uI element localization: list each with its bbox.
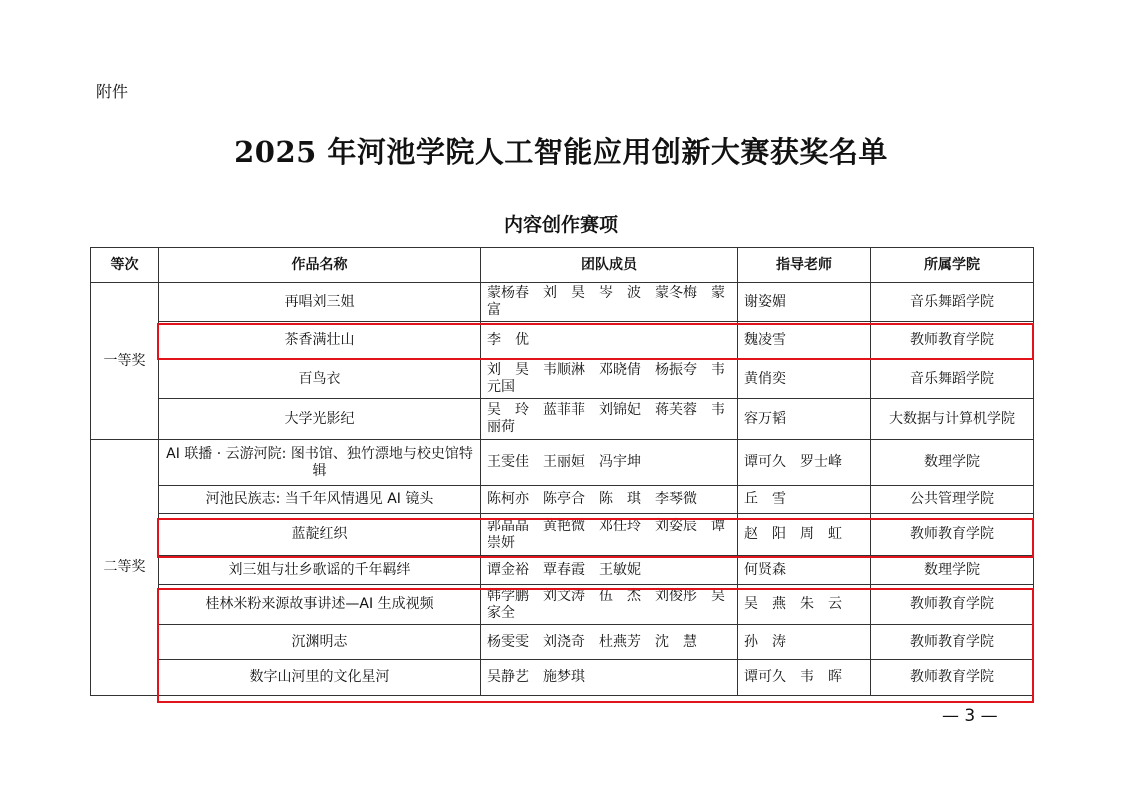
document-title: 2025 年河池学院人工智能应用创新大赛获奖名单 <box>234 135 888 169</box>
work-title: 茶香满壮山 <box>159 322 481 360</box>
team-members: 李 优 <box>481 322 738 360</box>
header-members: 团队成员 <box>481 248 738 283</box>
college: 教师教育学院 <box>871 660 1034 696</box>
work-title: 沉渊明志 <box>159 625 481 660</box>
advisor: 孙 涛 <box>738 625 871 660</box>
team-members: 蒙杨春 刘 昊 岑 波 蒙冬梅 蒙 富 <box>481 283 738 322</box>
page-number: — 3 — <box>942 706 998 726</box>
work-title: 再唱刘三姐 <box>159 283 481 322</box>
work-title: 百鸟衣 <box>159 360 481 399</box>
table-row <box>91 660 1034 696</box>
header-level: 等次 <box>91 248 159 283</box>
work-title: 蓝靛红织 <box>159 514 481 556</box>
table-row <box>91 360 1034 399</box>
advisor: 丘 雪 <box>738 486 871 514</box>
team-members: 王雯佳 王丽姮 冯宇坤 <box>481 440 738 486</box>
college: 教师教育学院 <box>871 585 1034 625</box>
table-row <box>91 556 1034 585</box>
work-title: AI 联播 · 云游河院: 图书馆、独竹漂地与校史馆特辑 <box>159 440 481 486</box>
awards-table <box>90 247 1034 696</box>
advisor: 容万韬 <box>738 399 871 440</box>
team-members: 杨雯雯 刘浇奇 杜燕芳 沈 慧 <box>481 625 738 660</box>
advisor: 何贤森 <box>738 556 871 585</box>
table-header-row <box>91 248 1034 283</box>
section-subtitle: 内容创作赛项 <box>503 214 618 236</box>
advisor: 赵 阳 周 虹 <box>738 514 871 556</box>
work-title: 刘三姐与壮乡歌谣的千年羁绊 <box>159 556 481 585</box>
attachment-label: 附件 <box>96 82 129 101</box>
advisor: 谭可久 罗士峰 <box>738 440 871 486</box>
college: 音乐舞蹈学院 <box>871 360 1034 399</box>
college: 教师教育学院 <box>871 625 1034 660</box>
table-row <box>91 514 1034 556</box>
work-title: 数字山河里的文化星河 <box>159 660 481 696</box>
college: 数理学院 <box>871 556 1034 585</box>
team-members: 吴 玲 蓝菲菲 刘锦妃 蒋芙蓉 韦丽荷 <box>481 399 738 440</box>
college: 数理学院 <box>871 440 1034 486</box>
table-row <box>91 585 1034 625</box>
table-row <box>91 486 1034 514</box>
advisor: 吴 燕 朱 云 <box>738 585 871 625</box>
level-second-prize: 二等奖 <box>91 440 159 696</box>
advisor: 谭可久 韦 晖 <box>738 660 871 696</box>
table-row <box>91 399 1034 440</box>
header-teachers: 指导老师 <box>738 248 871 283</box>
college: 教师教育学院 <box>871 322 1034 360</box>
college: 音乐舞蹈学院 <box>871 283 1034 322</box>
header-college: 所属学院 <box>871 248 1034 283</box>
header-work: 作品名称 <box>159 248 481 283</box>
advisor: 魏凌雪 <box>738 322 871 360</box>
college: 大数据与计算机学院 <box>871 399 1034 440</box>
team-members: 谭金裕 覃春霞 王敏妮 <box>481 556 738 585</box>
team-members: 韩学鹏 刘文涛 伍 杰 刘俊彤 吴家全 <box>481 585 738 625</box>
table-row <box>91 322 1034 360</box>
team-members: 郭晶晶 黄艳微 邓任玲 刘姿辰 谭崇妍 <box>481 514 738 556</box>
team-members: 吴静艺 施梦琪 <box>481 660 738 696</box>
team-members: 刘 昊 韦顺淋 邓晓倩 杨振夸 韦元国 <box>481 360 738 399</box>
table-row <box>91 625 1034 660</box>
table-row <box>91 283 1034 322</box>
advisor: 黄俏奕 <box>738 360 871 399</box>
advisor: 谢姿媚 <box>738 283 871 322</box>
level-first-prize: 一等奖 <box>91 283 159 440</box>
table-row <box>91 440 1034 486</box>
work-title: 河池民族志: 当千年风情遇见 AI 镜头 <box>159 486 481 514</box>
college: 公共管理学院 <box>871 486 1034 514</box>
work-title: 大学光影纪 <box>159 399 481 440</box>
college: 教师教育学院 <box>871 514 1034 556</box>
team-members: 陈柯亦 陈亭合 陈 琪 李琴微 <box>481 486 738 514</box>
work-title: 桂林米粉来源故事讲述—AI 生成视频 <box>159 585 481 625</box>
